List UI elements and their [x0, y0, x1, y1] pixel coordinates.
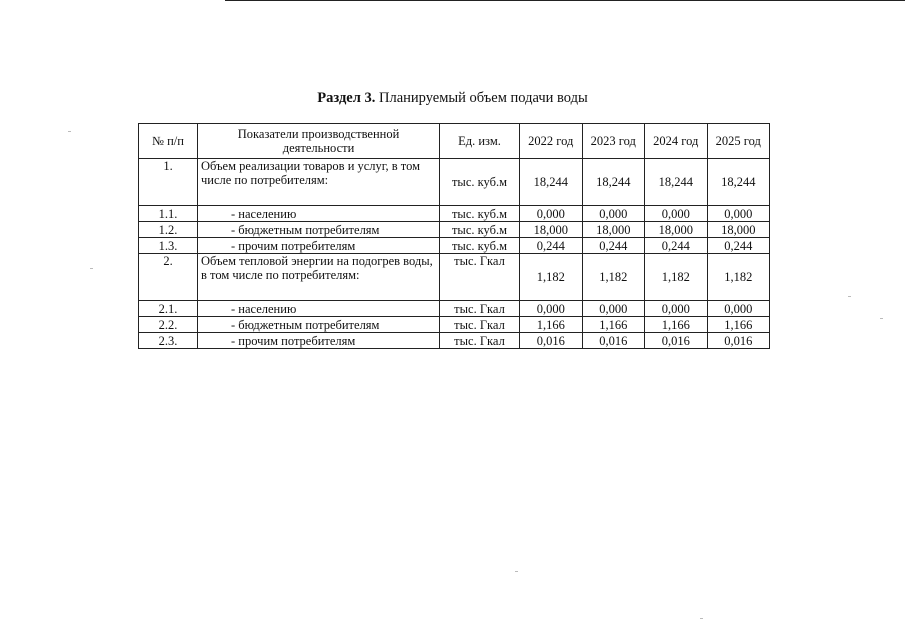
value-2023: 0,016	[582, 333, 645, 349]
value-2025: 0,000	[707, 301, 770, 317]
value-2022: 0,244	[520, 238, 583, 254]
section-heading	[0, 89, 905, 107]
row-unit: тыс. Гкал	[440, 317, 520, 333]
table-row	[139, 333, 770, 349]
row-unit: тыс. куб.м	[440, 238, 520, 254]
table-row	[139, 301, 770, 317]
value-2023: 18,000	[582, 222, 645, 238]
section-number: Раздел 3.	[317, 90, 376, 106]
row-indicator: - бюджетным потребителям	[198, 222, 440, 238]
row-number: 1.3.	[139, 238, 198, 254]
value-2024: 0,016	[645, 333, 708, 349]
row-unit: тыс. куб.м	[440, 206, 520, 222]
row-number: 1.	[139, 159, 198, 206]
value-2025: 18,244	[707, 159, 770, 206]
table-header-row	[139, 124, 770, 159]
value-2025: 1,166	[707, 317, 770, 333]
value-2024: 0,244	[645, 238, 708, 254]
scan-speck	[68, 131, 71, 132]
row-indicator: - населению	[198, 206, 440, 222]
value-2023: 18,244	[582, 159, 645, 206]
value-2025: 0,244	[707, 238, 770, 254]
value-2025: 1,182	[707, 254, 770, 301]
table-row	[139, 206, 770, 222]
header-year-2024: 2024 год	[645, 124, 708, 159]
table-row	[139, 222, 770, 238]
value-2024: 1,166	[645, 317, 708, 333]
value-2024: 1,182	[645, 254, 708, 301]
header-unit: Ед. изм.	[440, 124, 520, 159]
scan-speck	[515, 571, 518, 572]
row-unit: тыс. куб.м	[440, 159, 520, 206]
value-2022: 18,000	[520, 222, 583, 238]
scan-speck	[848, 296, 851, 297]
top-rule	[225, 0, 905, 1]
value-2022: 0,000	[520, 301, 583, 317]
value-2024: 0,000	[645, 301, 708, 317]
row-number: 2.	[139, 254, 198, 301]
value-2024: 18,000	[645, 222, 708, 238]
header-year-2023: 2023 год	[582, 124, 645, 159]
value-2024: 0,000	[645, 206, 708, 222]
value-2023: 0,244	[582, 238, 645, 254]
value-2022: 1,182	[520, 254, 583, 301]
value-2022: 18,244	[520, 159, 583, 206]
row-unit: тыс. куб.м	[440, 222, 520, 238]
scan-speck	[880, 318, 883, 319]
row-indicator: - прочим потребителям	[198, 238, 440, 254]
row-number: 1.2.	[139, 222, 198, 238]
row-indicator: Объем тепловой энергии на подогрев воды, в том числе по потребителям:	[198, 254, 440, 301]
table-row	[139, 254, 770, 301]
value-2022: 1,166	[520, 317, 583, 333]
row-number: 2.2.	[139, 317, 198, 333]
row-number: 1.1.	[139, 206, 198, 222]
row-indicator: - бюджетным потребителям	[198, 317, 440, 333]
value-2022: 0,016	[520, 333, 583, 349]
row-number: 2.1.	[139, 301, 198, 317]
scan-speck	[90, 268, 93, 269]
value-2023: 1,182	[582, 254, 645, 301]
row-number: 2.3.	[139, 333, 198, 349]
value-2023: 1,166	[582, 317, 645, 333]
header-num: № п/п	[139, 124, 198, 159]
value-2025: 0,016	[707, 333, 770, 349]
value-2022: 0,000	[520, 206, 583, 222]
row-indicator: - населению	[198, 301, 440, 317]
table-row	[139, 159, 770, 206]
row-unit: тыс. Гкал	[440, 301, 520, 317]
table-row	[139, 317, 770, 333]
header-year-2022: 2022 год	[520, 124, 583, 159]
value-2024: 18,244	[645, 159, 708, 206]
row-indicator: Объем реализации товаров и услуг, в том числе по потребителям:	[198, 159, 440, 206]
value-2025: 18,000	[707, 222, 770, 238]
row-indicator: - прочим потребителям	[198, 333, 440, 349]
section-title: Планируемый объем подачи воды	[375, 90, 588, 106]
table-row	[139, 238, 770, 254]
header-year-2025: 2025 год	[707, 124, 770, 159]
row-unit: тыс. Гкал	[440, 333, 520, 349]
value-2025: 0,000	[707, 206, 770, 222]
supply-volume-table	[138, 123, 770, 349]
value-2023: 0,000	[582, 206, 645, 222]
scan-speck	[700, 618, 703, 619]
row-unit: тыс. Гкал	[440, 254, 520, 301]
header-indicator: Показатели производственной деятельности	[198, 124, 440, 159]
value-2023: 0,000	[582, 301, 645, 317]
